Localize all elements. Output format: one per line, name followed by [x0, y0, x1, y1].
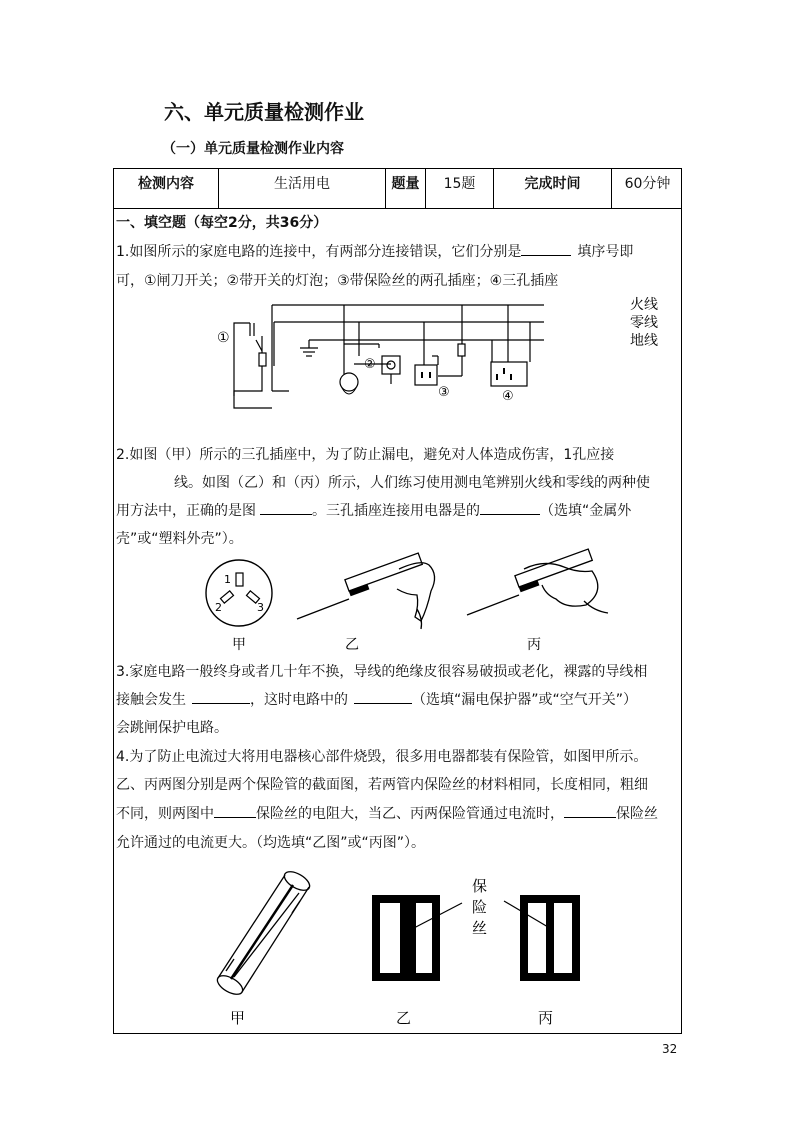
q1-line1: 1.如图所示的家庭电路的连接中，有两部分连接错误，它们分别是 填序号即	[116, 244, 634, 260]
socket-and-tester-figure	[199, 557, 619, 655]
homework-table	[113, 168, 682, 1034]
q4-blank1	[214, 804, 256, 818]
fuse-fig-bing: 丙	[538, 1009, 554, 1027]
label-3: ③	[438, 385, 450, 400]
fig-jia: 甲	[232, 637, 246, 653]
q4-line4: 允许通过的电流更大。（均选填“乙图”或“丙图”）。	[116, 835, 426, 851]
hole-1: 1	[224, 573, 231, 586]
label-2: ②	[364, 357, 376, 372]
q2-line4: 壳”或“塑料外壳”）。	[116, 531, 243, 547]
neutral-wire-label: 零线	[630, 315, 658, 331]
content-label: 检测内容	[114, 169, 219, 208]
hole-2: 2	[215, 601, 222, 614]
q3-blank2	[354, 690, 412, 704]
q2-blank1	[260, 501, 312, 515]
time-value: 60分钟	[624, 176, 671, 192]
fuse-figure	[204, 867, 604, 1032]
q2-line3: 用方法中，正确的是图 。三孔插座连接用电器是的 （选填“金属外	[116, 503, 632, 519]
live-wire-label: 火线	[630, 297, 658, 313]
fig-yi: 乙	[345, 637, 359, 653]
q2-line1: 2.如图（甲）所示的三孔插座中，为了防止漏电，避免对人体造成伤害，1孔应接	[116, 447, 615, 463]
fuse-wire-label-2: 险	[472, 898, 488, 916]
label-1: ①	[217, 330, 230, 346]
section-title: 六、单元质量检测作业	[164, 100, 364, 124]
q3-line1: 3.家庭电路一般终身或者几十年不换，导线的绝缘皮很容易破损或老化，裸露的导线相	[116, 664, 648, 680]
q4-line1: 4.为了防止电流过大将用电器核心部件烧毁，很多用电器都装有保险管，如图甲所示。	[116, 749, 648, 765]
q2-line2: 线。如图（乙）和（丙）所示，人们练习使用测电笔辨别火线和零线的两种使	[174, 475, 650, 491]
circuit-diagram	[214, 296, 658, 424]
info-row	[114, 169, 681, 209]
page-number: 32	[662, 1042, 678, 1056]
q4-blank2	[564, 804, 616, 818]
label-4: ④	[502, 389, 514, 404]
fuse-wire-label-1: 保	[472, 877, 488, 895]
q3-blank1	[192, 690, 250, 704]
q3-line3: 会跳闸保护电路。	[116, 720, 228, 736]
subsection-title: （一）单元质量检测作业内容	[162, 141, 344, 157]
part-heading: 一、填空题（每空2分，共36分）	[116, 215, 328, 231]
fuse-fig-yi: 乙	[396, 1009, 412, 1027]
q4-line3: 不同，则两图中 保险丝的电阻大，当乙、丙两保险管通过电流时， 保险丝	[116, 806, 658, 822]
fuse-fig-jia: 甲	[230, 1009, 246, 1027]
count-value: 15题	[426, 169, 494, 208]
count-label: 题量	[386, 169, 426, 208]
fig-bing: 丙	[527, 637, 541, 653]
q3-line2: 接触会发生 ，这时电路中的 （选填“漏电保护器”或“空气开关”）	[116, 692, 638, 708]
q2-blank2	[480, 501, 540, 515]
fuse-wire-label-3: 丝	[472, 919, 488, 937]
time-label: 完成时间	[494, 169, 612, 208]
content-value: 生活用电	[219, 169, 386, 208]
q1-blank	[521, 242, 571, 256]
ground-wire-label: 地线	[630, 333, 658, 349]
hole-3: 3	[257, 601, 264, 614]
q4-line2: 乙、丙两图分别是两个保险管的截面图，若两管内保险丝的材料相同，长度相同，粗细	[116, 777, 648, 793]
q1-line2: 可，①闸刀开关；②带开关的灯泡；③带保险丝的两孔插座；④三孔插座	[116, 273, 559, 289]
